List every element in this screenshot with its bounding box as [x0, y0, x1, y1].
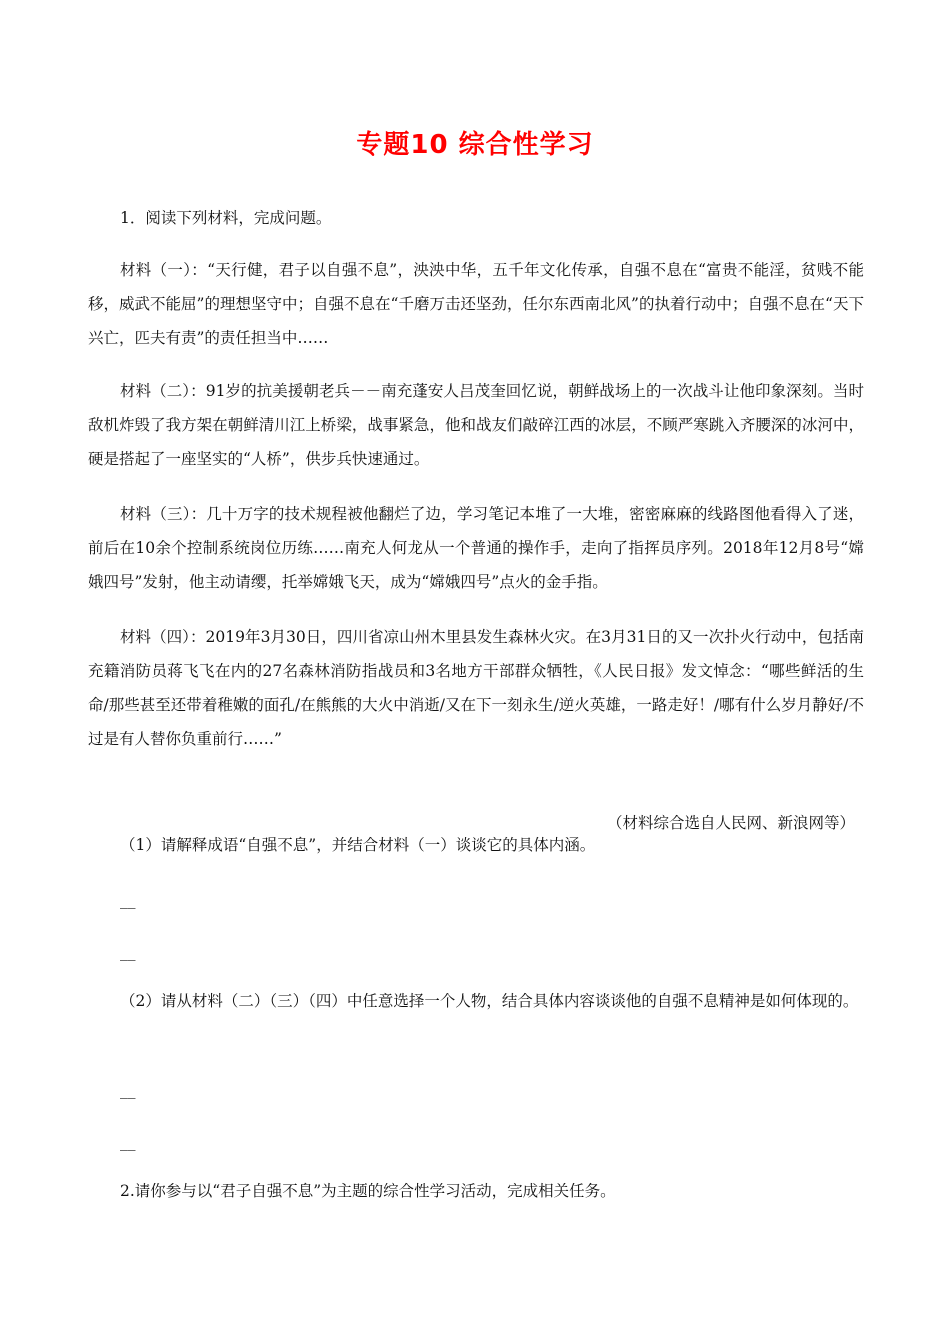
question-1-stem: 1．阅读下列材料，完成问题。	[120, 209, 332, 227]
answer-blank: __	[120, 1133, 136, 1151]
answer-blank: __	[120, 891, 136, 909]
material-4: 材料（四）：2019年3月30日，四川省凉山州木里县发生森林火灾。在3月31日的又一次扑火行动中，包括南充籍消防员蒋飞飞在内的27名森林消防指战员和3名地方干部群众牺牲，《人民日报》发文悼念：“哪些鲜活的生命/那些甚至还带着稚嫩的面孔/在熊熊的大火中消逝/又在下一刻永生/逆火英雄，一路走好！/哪有什么岁月静好/不过是有人替你负重前行……”	[88, 628, 864, 748]
material-1: 材料（一）：“天行健，君子以自强不息”，泱泱中华，五千年文化传承，自强不息在“富贵不能淫，贫贱不能移，威武不能屈”的理想坚守中；自强不息在“千磨万击还坚劲，任尔东西南北风”的执着行动中；自强不息在“天下兴亡，匹夫有责”的责任担当中……	[88, 261, 864, 347]
material-source: （材料综合选自人民网、新浪网等）	[606, 814, 855, 832]
material-2: 材料（二）：91岁的抗美援朝老兵－－南充蓬安人吕茂奎回忆说，朝鲜战场上的一次战斗让他印象深刻。当时敌机炸毁了我方架在朝鲜清川江上桥梁，战事紧急，他和战友们敲碎江西的冰层，不顾严寒跳入齐腰深的冰河中，硬是搭起了一座坚实的“人桥”，供步兵快速通过。	[88, 382, 864, 468]
sub-question-2: （2）请从材料（二）（三）（四）中任意选择一个人物，结合具体内容谈谈他的自强不息精神是如何体现的。	[120, 992, 859, 1010]
answer-blank: __	[120, 1081, 136, 1099]
sub-question-1: （1）请解释成语“自强不息”，并结合材料（一）谈谈它的具体内涵。	[120, 836, 596, 854]
question-2-stem: 2.请你参与以“君子自强不息”为主题的综合性学习活动，完成相关任务。	[120, 1182, 616, 1200]
material-3: 材料（三）：几十万字的技术规程被他翻烂了边，学习笔记本堆了一大堆，密密麻麻的线路图他看得入了迷，前后在10余个控制系统岗位历练……南充人何龙从一个普通的操作手，走向了指挥员序列。2018年12月8号“嫦娥四号”发射，他主动请缨，托举嫦娥飞天，成为“嫦娥四号”点火的金手指。	[88, 505, 864, 591]
page-title: 专题10 综合性学习	[356, 130, 594, 160]
answer-blank: __	[120, 943, 136, 961]
